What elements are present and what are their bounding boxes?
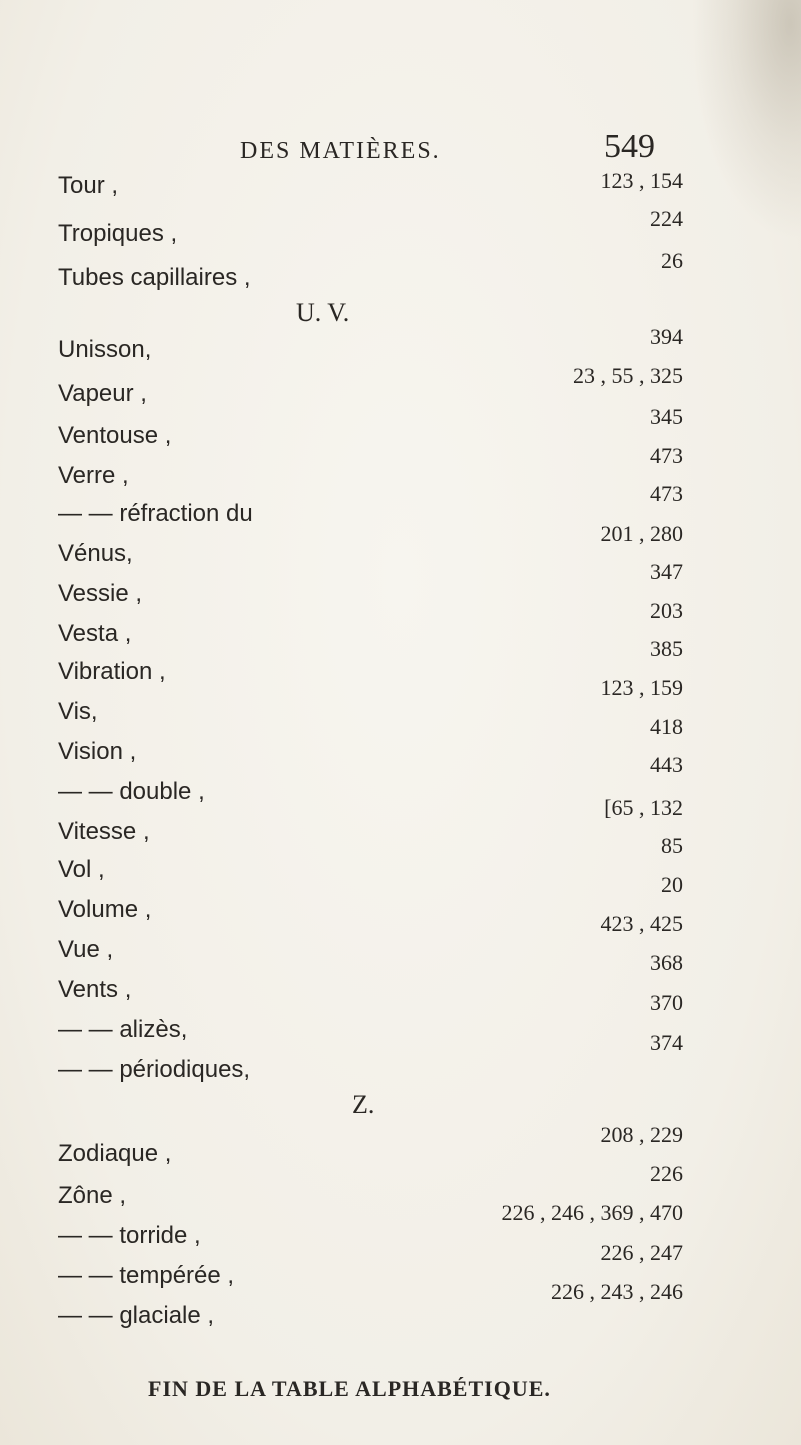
end-of-table-note: FIN DE LA TABLE ALPHABÉTIQUE. [148, 1376, 551, 1401]
index-pages: 201 , 280 [600, 521, 683, 546]
index-pages: 370 [650, 990, 683, 1015]
index-term: Vis, [58, 698, 98, 725]
index-term: Tropiques , [58, 220, 178, 247]
index-term: Vision , [58, 738, 137, 765]
index-pages: 208 , 229 [600, 1122, 683, 1147]
index-term: Vibration , [58, 658, 166, 685]
index-pages: 443 [650, 752, 683, 777]
index-term: Verre , [58, 462, 129, 489]
index-pages: 423 , 425 [600, 911, 683, 936]
index-term: Vessie , [58, 580, 143, 607]
index-term: Vénus, [58, 540, 133, 567]
index-pages: 473 [650, 443, 683, 468]
index-term: — — périodiques, [58, 1056, 251, 1083]
page-number: 549 [604, 128, 655, 165]
section-letter-z: Z. [352, 1090, 375, 1119]
index-term: Unisson, [58, 336, 152, 363]
index-pages: 20 [661, 872, 683, 897]
index-term: Zodiaque , [58, 1140, 172, 1167]
index-term: Vesta , [58, 620, 132, 647]
index-term: Vapeur , [58, 380, 147, 407]
index-term: Vents , [58, 976, 132, 1003]
index-pages: 226 , 246 , 369 , 470 [501, 1200, 683, 1225]
index-pages: 23 , 55 , 325 [573, 363, 683, 388]
index-term: Vitesse , [58, 818, 150, 845]
index-pages: 473 [650, 481, 683, 506]
index-pages: 226 , 247 [600, 1240, 683, 1265]
index-term: — — glaciale , [58, 1302, 215, 1329]
index-term: Vol , [58, 856, 105, 883]
index-pages: 85 [661, 833, 683, 858]
index-pages: 226 [650, 1161, 683, 1186]
index-term: Zône , [58, 1182, 127, 1209]
index-pages: 226 , 243 , 246 [551, 1279, 683, 1304]
index-term: — — réfraction du [58, 500, 253, 527]
running-head: DES MATIÈRES. [240, 138, 441, 164]
index-term: — — double , [58, 778, 205, 805]
index-pages: [65 , 132 [604, 795, 683, 820]
index-pages: 347 [650, 559, 683, 584]
index-pages: 394 [650, 324, 683, 349]
index-term: Volume , [58, 896, 152, 923]
index-pages: 418 [650, 714, 683, 739]
index-pages: 26 [661, 248, 683, 273]
index-term: — — alizès, [58, 1016, 188, 1043]
index-term: Vue , [58, 936, 114, 963]
index-term: Tour , [58, 172, 119, 199]
page-stain [691, 0, 801, 240]
index-pages: 203 [650, 598, 683, 623]
index-pages: 123 , 154 [600, 168, 683, 193]
index-term: Ventouse , [58, 422, 172, 449]
index-pages: 385 [650, 636, 683, 661]
index-pages: 123 , 159 [600, 675, 683, 700]
index-pages: 345 [650, 404, 683, 429]
index-term: — — torride , [58, 1222, 201, 1249]
index-pages: 224 [650, 206, 683, 231]
index-pages: 374 [650, 1030, 683, 1055]
index-term: — — tempérée , [58, 1262, 235, 1289]
index-pages: 368 [650, 950, 683, 975]
section-letter-uv: U. V. [296, 298, 350, 327]
index-term: Tubes capillaires , [58, 264, 251, 291]
